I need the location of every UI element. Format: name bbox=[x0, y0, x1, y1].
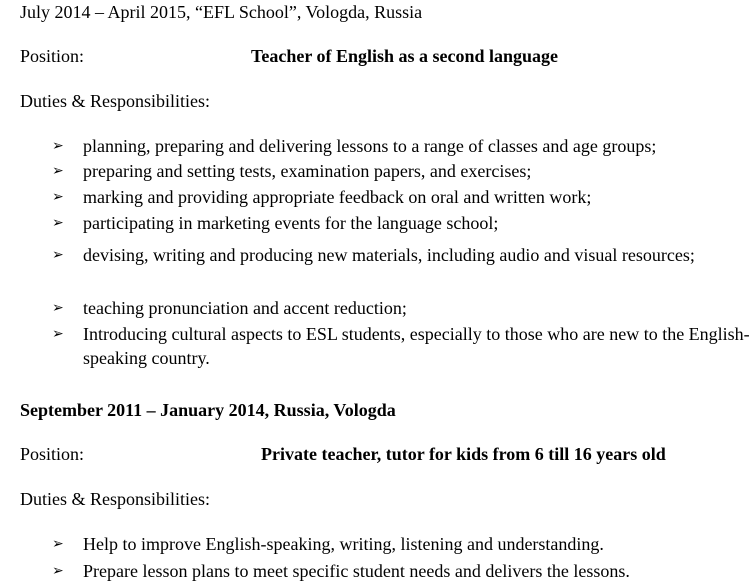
list-item-text: marking and providing appropriate feedback on oral and written work; bbox=[83, 187, 592, 207]
arrow-bullet-icon: ➢ bbox=[52, 300, 64, 316]
job1-position-value: Teacher of English as a second language bbox=[251, 46, 559, 66]
arrow-bullet-icon: ➢ bbox=[52, 215, 64, 231]
list-item-text: Help to improve English-speaking, writing, listening and understanding. bbox=[83, 534, 604, 554]
job1-header: July 2014 – April 2015, “EFL School”, Vologda, Russia bbox=[20, 2, 423, 22]
list-item-text: preparing and setting tests, examination papers, and exercises; bbox=[83, 161, 532, 181]
list-item-text: Introducing cultural aspects to ESL students, especially to those who are new to the English-speaking country. bbox=[83, 324, 750, 368]
arrow-bullet-icon: ➢ bbox=[52, 536, 64, 552]
arrow-bullet-icon: ➢ bbox=[52, 138, 64, 154]
arrow-bullet-icon: ➢ bbox=[52, 563, 64, 579]
arrow-bullet-icon: ➢ bbox=[52, 326, 64, 342]
list-item-text: Prepare lesson plans to meet specific student needs and delivers the lessons. bbox=[83, 561, 630, 581]
job2-position-value: Private teacher, tutor for kids from 6 till 16 years old bbox=[261, 444, 666, 464]
job1-duties-label: Duties & Responsibilities: bbox=[20, 91, 211, 111]
job2-position-label: Position: bbox=[20, 444, 85, 464]
list-item-text: devising, writing and producing new materials, including audio and visual resources; bbox=[83, 245, 695, 265]
job2-duties-label: Duties & Responsibilities: bbox=[20, 489, 211, 509]
job2-header: September 2011 – January 2014, Russia, Vologda bbox=[20, 400, 396, 420]
list-item-text: teaching pronunciation and accent reduction; bbox=[83, 298, 407, 318]
list-item-text: planning, preparing and delivering lessons to a range of classes and age groups; bbox=[83, 136, 657, 156]
arrow-bullet-icon: ➢ bbox=[52, 189, 64, 205]
list-item-text: participating in marketing events for the language school; bbox=[83, 213, 499, 233]
arrow-bullet-icon: ➢ bbox=[52, 247, 64, 263]
arrow-bullet-icon: ➢ bbox=[52, 163, 64, 179]
job1-position-label: Position: bbox=[20, 46, 85, 66]
